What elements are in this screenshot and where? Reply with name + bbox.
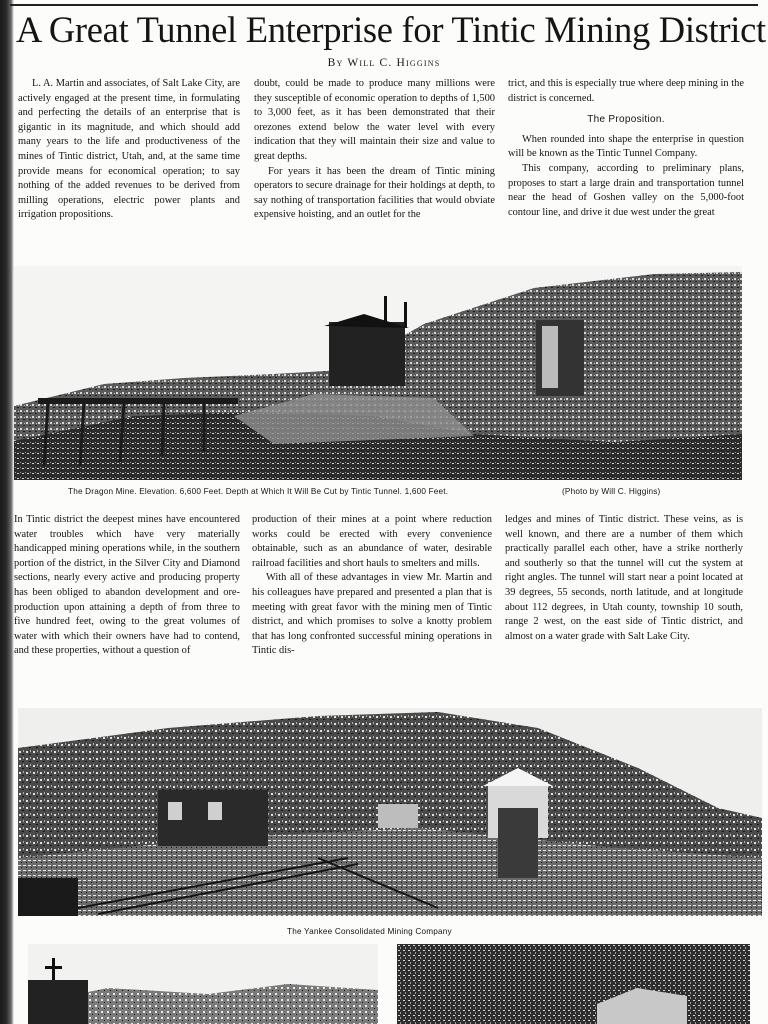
paragraph: L. A. Martin and associates, of Salt Lake City, are actively engaged at the present time, in formulating and perfecting the details of an enterprise that is gigantic in its magnitude, and which should add many years to the life and productiveness of the mines of Tintic district, Utah, and, at the same time provide means for economical operation; to say nothing of the added revenues to be derived from milling operations, electric power plants and irrigation propositions. — [18, 78, 240, 221]
bottom-right-photo-art — [397, 944, 750, 1024]
paragraph: With all of these advantages in view Mr. Martin and his colleagues have prepared and presented a plan that is meeting with great favor with the mining men of Tintic district, and which promises to solve a knotty problem that has long confronted successful mining operations in Tintic dis- — [252, 572, 492, 657]
bottom-left-photo-art — [28, 944, 378, 1024]
column-1-mid — [14, 513, 240, 659]
yankee-consolidated-photo — [18, 708, 762, 916]
yankee-photo-art — [18, 708, 762, 916]
article-title: A Great Tunnel Enterprise for Tintic Mining District — [16, 9, 766, 50]
top-rule — [10, 4, 758, 6]
column-1-top — [18, 77, 240, 223]
paragraph: trict, and this is especially true where deep mining in the district is concerned. — [508, 78, 744, 104]
photo-caption-dragon: The Dragon Mine. Elevation. 6,600 Feet. Depth at Which It Will Be Cut by Tintic Tunnel. 1,600 Feet. — [68, 487, 449, 496]
paragraph: doubt, could be made to produce many millions were they susceptible of economic operation to depths of 1,500 to 3,000 feet, as it has been demonstrated that their orezones extend below the water level with every indication that they will maintain their size and value to great depths. — [254, 78, 495, 162]
photo-credit: (Photo by Will C. Higgins) — [562, 487, 661, 496]
paragraph: In Tintic district the deepest mines have encountered water troubles which have very materially handicapped mining operations while, in the southern portion of the district, in the Silver City and Diamond sections, nearly every active and producing property has been obliged to abandon development and ore-production upon attaining a depth of from three to five hundred feet, owing to the great volumes of water with which their owners have had to contend, and these properties, without a question of — [14, 514, 240, 657]
paragraph: When rounded into shape the enterprise in question will be known as the Tintic Tunnel Company. — [508, 133, 744, 160]
scan-shadow-edge — [0, 0, 14, 1024]
photo-caption-yankee: The Yankee Consolidated Mining Company — [287, 927, 452, 936]
paragraph: This company, according to preliminary plans, proposes to start a large drain and transportation tunnel near the head of Goshen valley on the 5,000-foot contour line, and drive it due west under the great — [508, 162, 744, 218]
dragon-mine-photo — [14, 266, 742, 480]
column-3-top — [508, 77, 744, 220]
column-2-mid — [252, 513, 492, 659]
column-2-top — [254, 77, 495, 223]
paragraph: For years it has been the dream of Tintic mining operators to secure drainage for their holdings at depth, to say nothing of transportation facilities that would obviate expensive hoisting, and an outlet for the — [254, 165, 495, 221]
dragon-mine-photo-art — [14, 266, 742, 480]
byline: By Will C. Higgins — [327, 57, 441, 69]
column-3-mid — [505, 513, 743, 644]
section-heading: The Proposition. — [587, 114, 665, 126]
paragraph: ledges and mines of Tintic district. These veins, as is well known, and there are a number of them which practically parallel each other, have a strike northerly and southerly so that the tunnel will cut the system at right angles. The tunnel will start near a point located at 39 degrees, 55 seconds, north latitude, and at longitude about 112 degrees, in Utah county, township 10 south, range 2 west, on the east side of Tintic district, and almost on a water grade with Salt Lake City. — [505, 514, 743, 642]
bottom-right-photo — [397, 944, 750, 1024]
bottom-left-photo — [28, 944, 378, 1024]
paragraph: production of their mines at a point where reduction works could be erected with every convenience obtainable, such as an abundance of water, desirable railroad facilities and short hauls to smelters and mills. — [252, 514, 492, 569]
